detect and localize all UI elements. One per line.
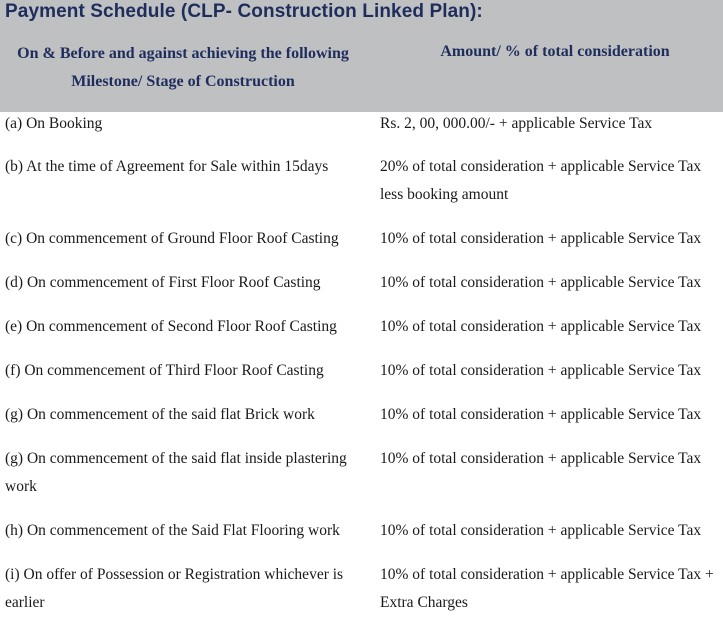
row-milestone: (d) On commencement of First Floor Roof Casting xyxy=(5,274,321,291)
row-milestone: (e) On commencement of Second Floor Roof Casting xyxy=(5,318,337,335)
page-title: Payment Schedule (CLP- Construction Linked Plan): xyxy=(5,1,483,22)
row-amount: 10% of total consideration + applicable Service Tax xyxy=(380,274,702,291)
row-milestone: (a) On Booking xyxy=(5,115,103,132)
row-amount: Rs. 2, 00, 000.00/- + applicable Service Tax xyxy=(380,115,653,132)
table-header xyxy=(0,0,723,112)
row-amount: 10% of total consideration + applicable Service Tax xyxy=(380,230,702,247)
row-amount: 10% of total consideration + applicable Service Tax xyxy=(380,362,702,379)
column-header-milestone: On & Before and against achieving the following Milestone/ Stage of Construction xyxy=(17,45,349,90)
row-amount: 10% of total consideration + applicable Service Tax xyxy=(380,522,702,539)
row-amount: 10% of total consideration + applicable Service Tax xyxy=(380,406,702,423)
column-header-amount: Amount/ % of total consideration xyxy=(440,43,670,60)
row-milestone: (g) On commencement of the said flat Brick work xyxy=(5,406,315,423)
row-amount: 20% of total consideration + applicable Service Tax less booking amount xyxy=(380,158,702,203)
row-amount: 10% of total consideration + applicable Service Tax xyxy=(380,450,702,467)
row-milestone: (h) On commencement of the Said Flat Flooring work xyxy=(5,522,340,539)
row-milestone: (g) On commencement of the said flat inside plastering work xyxy=(5,450,347,495)
row-milestone: (f) On commencement of Third Floor Roof Casting xyxy=(5,362,324,379)
row-milestone: (c) On commencement of Ground Floor Roof Casting xyxy=(5,230,339,247)
row-amount: 10% of total consideration + applicable Service Tax xyxy=(380,318,702,335)
row-amount: 10% of total consideration + applicable Service Tax + Extra Charges xyxy=(380,566,714,611)
row-milestone: (b) At the time of Agreement for Sale within 15days xyxy=(5,158,329,175)
row-milestone: (i) On offer of Possession or Registration whichever is earlier xyxy=(5,566,344,611)
